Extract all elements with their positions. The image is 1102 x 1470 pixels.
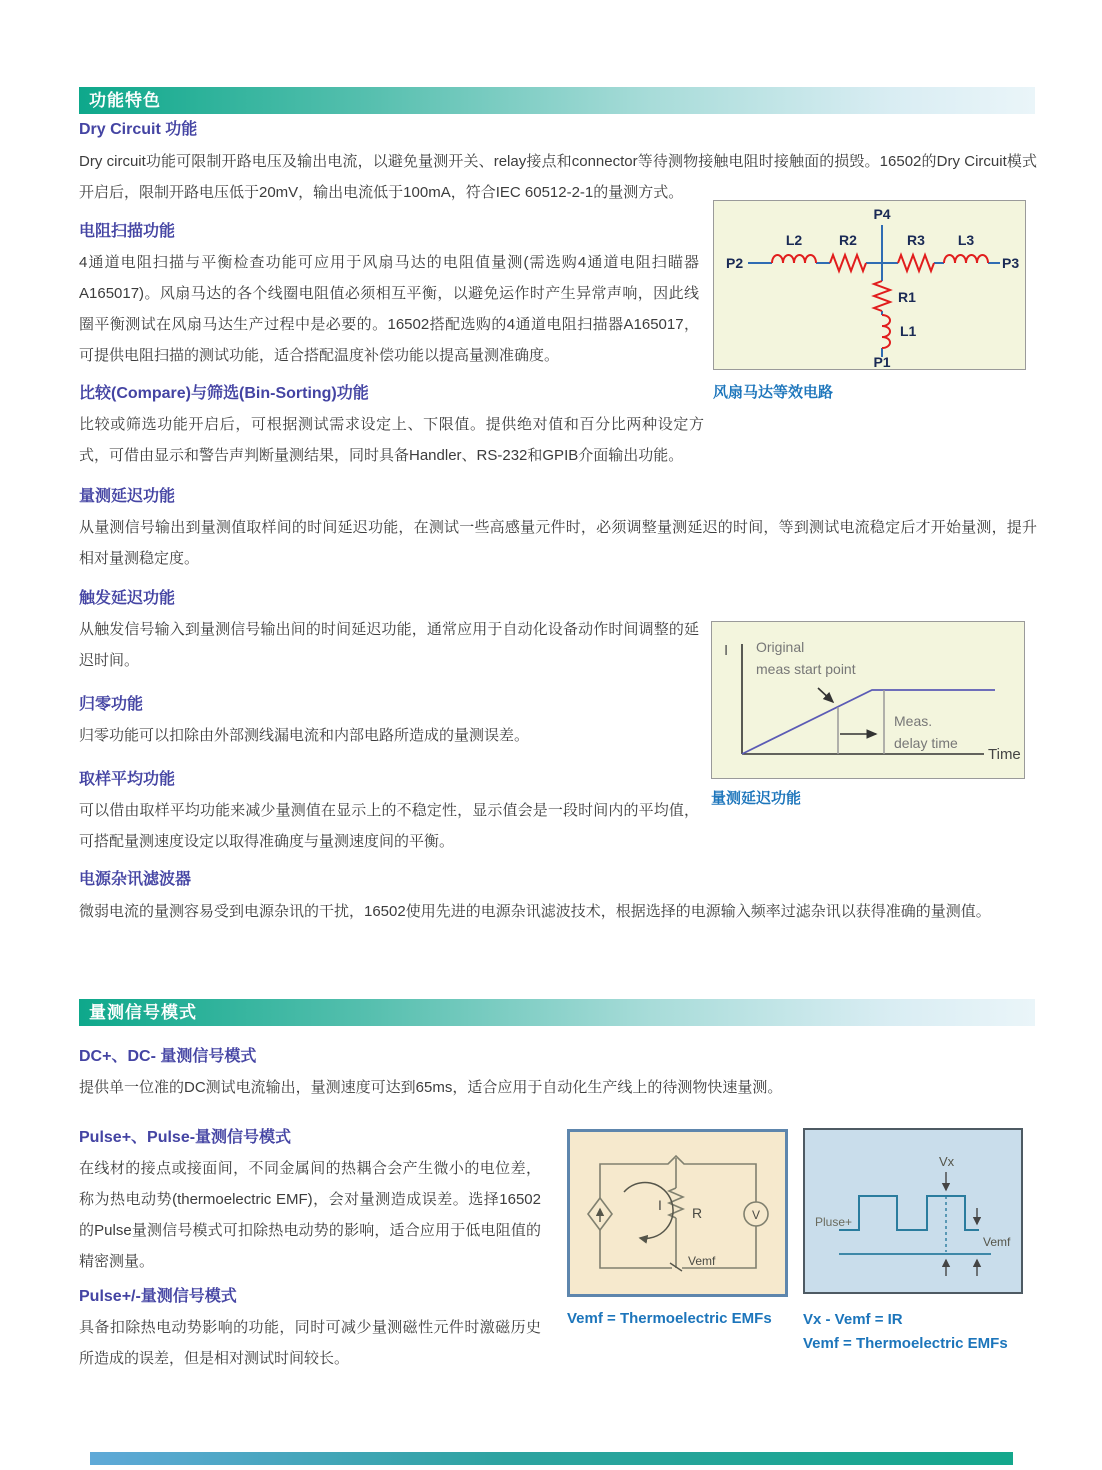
- paragraph-meas-delay: 从量测信号输出到量测值取样间的时间延迟功能，在测试一些高感量元件时，必须调整量测延迟的时间，等到测试电流稳定后才开始量测，提升相对量测稳定度。: [79, 519, 1037, 567]
- paragraph-dc-mode: 提供单一位准的DC测试电流输出，量测速度可达到65ms，适合应用于自动化生产线上的待测物快速量测。: [79, 1079, 783, 1096]
- paragraph-zeroing: 归零功能可以扣除由外部测线漏电流和内部电路所造成的量测误差。: [79, 727, 530, 744]
- paragraph-dry-circuit: Dry circuit功能可限制开路电压及输出电流，以避免量测开关、relay接点和connector等待测物接触电阻时接触面的损毁。16502的Dry Circuit模式开启后，限制开路电压低于20mV，输出电流低于100mA，符合IEC 60512-2-1的量测方式。: [79, 153, 1037, 201]
- label-current: I: [658, 1197, 662, 1213]
- paragraph-pulse-pm-mode: 具备扣除热电动势影响的功能，同时可减少量测磁性元件时激磁历史所造成的误差，但是相对测试时间较长。: [79, 1319, 541, 1367]
- heading-pulse-pm-mode: Pulse+/-量测信号模式: [79, 1288, 237, 1305]
- heading-zeroing: 归零功能: [79, 696, 144, 713]
- meas-delay-diagram: [711, 621, 1025, 779]
- section-header-signal-modes: 量测信号模式: [79, 999, 1035, 1026]
- resistor-symbol: [669, 1188, 683, 1218]
- label-vemf-wave: Vemf: [983, 1235, 1011, 1249]
- resistor-r3-symbol: [898, 255, 934, 271]
- label-vemf: Vemf: [688, 1254, 716, 1268]
- resistor-r2-symbol: [830, 255, 866, 271]
- meas-delay-svg: [712, 622, 1024, 778]
- label-time-axis: Time: [988, 746, 1021, 763]
- label-meas-start-point: meas start point: [756, 661, 856, 677]
- current-loop-arrow: [624, 1182, 673, 1238]
- paragraph-sampling-average: 可以借由取样平均功能来减少量测值在显示上的不稳定性，显示值会是一段时间内的平均值，可搭配量测速度设定以取得准确度与量测速度间的平衡。: [79, 802, 699, 850]
- pulse-waveform-caption-line2: Vemf = Thermoelectric EMFs: [803, 1335, 1008, 1352]
- label-r1: R1: [898, 289, 916, 305]
- heading-dry-circuit: Dry Circuit 功能: [79, 121, 198, 138]
- label-r3: R3: [907, 232, 925, 248]
- inductor-l1-symbol: [882, 315, 890, 348]
- heading-meas-delay: 量测延迟功能: [79, 488, 176, 505]
- inductor-l3-symbol: [944, 255, 988, 263]
- label-p2: P2: [726, 255, 744, 271]
- heading-compare-binsort: 比较(Compare)与筛选(Bin-Sorting)功能: [79, 385, 369, 402]
- emf-circuit-svg: [570, 1132, 785, 1294]
- label-delay-time: delay time: [894, 735, 958, 751]
- fan-motor-circuit-diagram: [713, 200, 1026, 370]
- fan-motor-circuit-svg: [714, 201, 1025, 369]
- label-l2: L2: [785, 232, 803, 248]
- heading-power-noise-filter: 电源杂讯滤波器: [79, 871, 192, 888]
- label-original: Original: [756, 639, 805, 655]
- label-p1: P1: [873, 354, 891, 369]
- paragraph-pulse-mode: 在线材的接点或接面间，不同金属间的热耦合会产生微小的电位差，称为热电动势(thermoelectric EMF)，会对量测造成误差。选择16502的Pulse量测信号模式可扣除热电动势的影响，适合应用于低电阻值的精密测量。: [79, 1160, 541, 1270]
- heading-pulse-mode: Pulse+、Pulse-量测信号模式: [79, 1129, 292, 1146]
- pulse-waveform-caption-line1: Vx - Vemf = IR: [803, 1311, 903, 1328]
- label-p4: P4: [873, 206, 891, 222]
- paragraph-trigger-delay: 从触发信号输入到量测信号输出间的时间延迟功能，通常应用于自动化设备动作时间调整的延迟时间。: [79, 621, 699, 669]
- label-r2: R2: [839, 232, 857, 248]
- meas-delay-caption: 量测延迟功能: [711, 790, 802, 807]
- label-vx: Vx: [939, 1154, 955, 1169]
- label-meas: Meas.: [894, 713, 933, 729]
- fan-motor-caption: 风扇马达等效电路: [713, 384, 834, 401]
- resistor-r1-symbol: [874, 281, 890, 311]
- paragraph-compare-binsort: 比较或筛选功能开启后，可根据测试需求设定上、下限值。提供绝对值和百分比两种设定方式，可借由显示和警告声判断量测结果，同时具备Handler、RS-232和GPIB介面输出功能。: [79, 416, 704, 464]
- label-voltmeter: V: [751, 1208, 761, 1222]
- label-pulse-plus: Pluse+: [815, 1215, 853, 1229]
- heading-resistance-scan: 电阻扫描功能: [79, 223, 176, 240]
- emf-circuit-diagram: [567, 1129, 788, 1297]
- label-p3: P3: [1002, 255, 1020, 271]
- heading-trigger-delay: 触发延迟功能: [79, 590, 176, 607]
- emf-circuit-caption: Vemf = Thermoelectric EMFs: [567, 1310, 772, 1327]
- heading-dc-mode: DC+、DC- 量测信号模式: [79, 1048, 257, 1065]
- paragraph-resistance-scan: 4通道电阻扫描与平衡检查功能可应用于风扇马达的电阻值量测(需选购4通道电阻扫瞄器A165017)。风扇马达的各个线圈电阻值必须相互平衡，以避免运作时产生异常声响，因此线圈平衡测试在风扇马达生产过程中是必要的。16502搭配选购的4通道电阻扫描器A165017，可提供电阻扫描的测试功能，适合搭配温度补偿功能以提高量测准确度。: [79, 254, 699, 364]
- pulse-waveform-diagram: [803, 1128, 1023, 1294]
- section-header-features: 功能特色: [79, 87, 1035, 114]
- label-l1: L1: [900, 323, 917, 339]
- label-resistor: R: [692, 1205, 703, 1221]
- start-point-arrow: [818, 688, 833, 702]
- footer-gradient-bar: [90, 1452, 1013, 1465]
- label-current-axis: I: [724, 642, 729, 659]
- heading-sampling-average: 取样平均功能: [79, 771, 176, 788]
- label-l3: L3: [957, 232, 975, 248]
- inductor-l2-symbol: [772, 255, 816, 263]
- pulse-waveform-svg: [805, 1130, 1021, 1292]
- paragraph-power-noise-filter: 微弱电流的量测容易受到电源杂讯的干扰，16502使用先进的电源杂讯滤波技术，根据选择的电源输入频率过滤杂讯以获得准确的量测值。: [79, 903, 991, 920]
- pulse-signal-trace: [839, 1196, 979, 1230]
